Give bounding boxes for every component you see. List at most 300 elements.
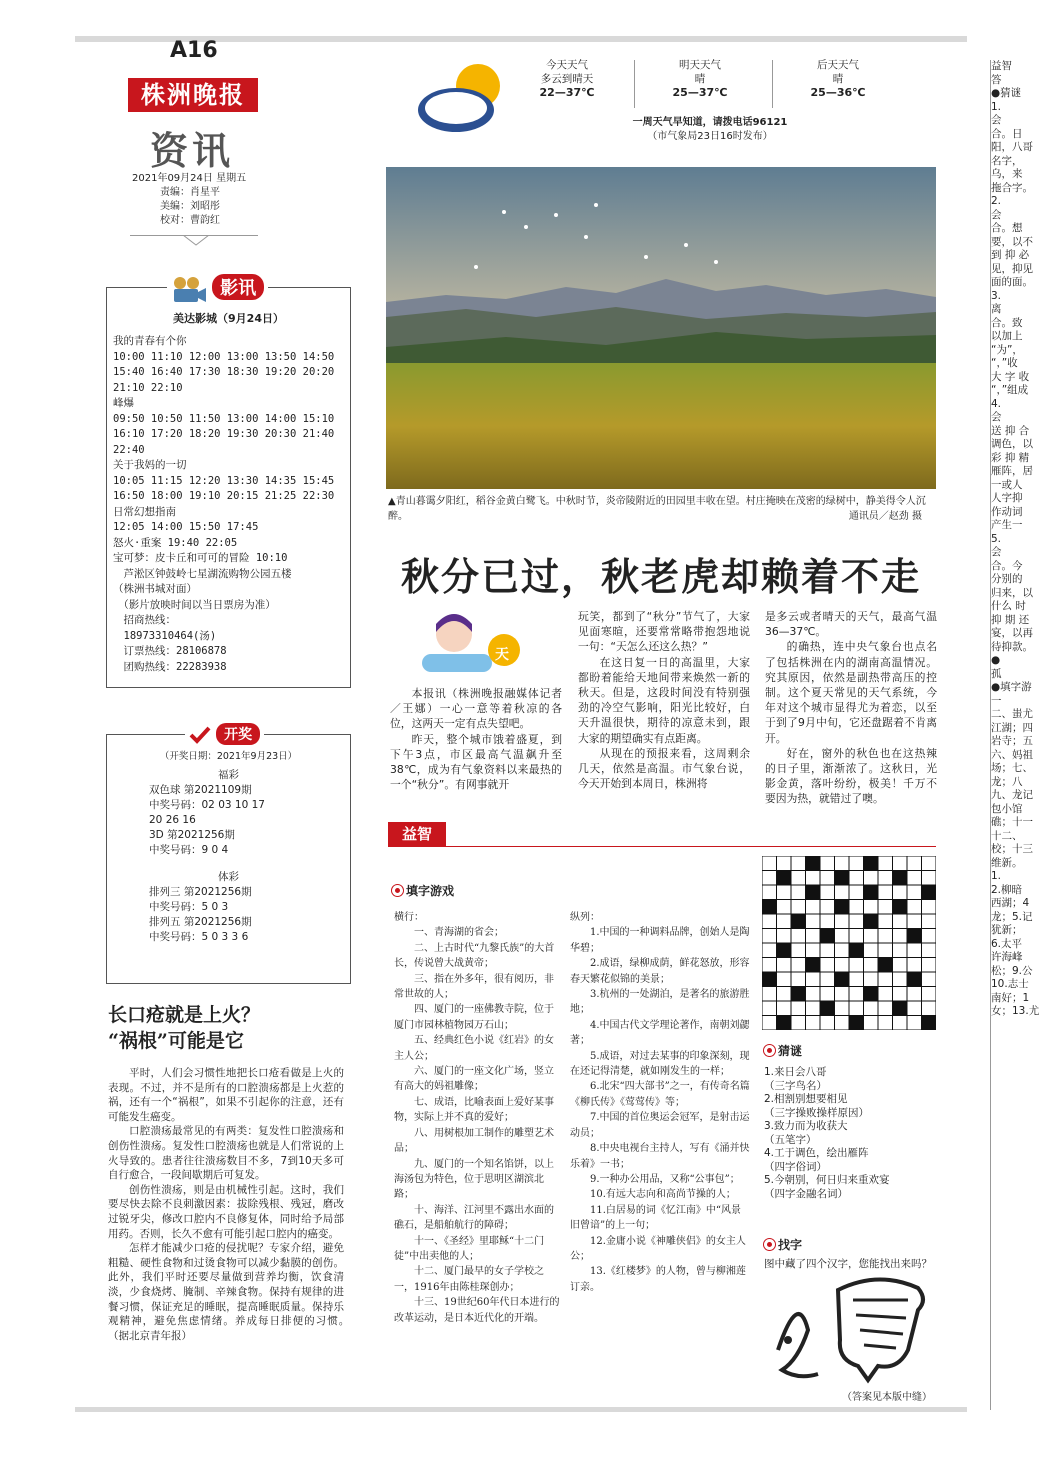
riddle-line: （五笔字）: [764, 1133, 817, 1146]
answer-line: 十二、: [991, 829, 1023, 842]
cinema-line: 22:40: [113, 443, 145, 456]
cinema-line: 芦淞区钟鼓岭七星湖流购物公园五楼: [113, 567, 292, 580]
crossword-cell: [893, 943, 908, 958]
cinema-line: 招商热线：: [113, 614, 176, 626]
answer-line: 2.柳暗: [991, 883, 1023, 896]
crossword-cell: [907, 972, 922, 987]
answer-line: 犹新；: [991, 924, 1023, 936]
answer-line: 答: [991, 73, 1002, 86]
crossword-cell: [907, 885, 922, 900]
cinema-line: 怒火·重案 19:40 22:05: [113, 536, 238, 549]
answer-line: 拖合字。: [991, 181, 1033, 194]
crossword-cell: [820, 972, 835, 987]
crossword-cell: [806, 1016, 821, 1031]
crossword-cell: [922, 914, 937, 929]
answer-line: 归来，以: [991, 586, 1033, 599]
crossword-cell: [806, 929, 821, 944]
weather-dayafter-desc: 晴: [832, 73, 844, 85]
down-clue: 13.《红楼梦》的人物，曾与柳湘莲订亲。: [570, 1266, 746, 1293]
crossword-cell: [922, 943, 937, 958]
fucai-title: 福彩: [218, 769, 239, 781]
crossword-cell: [820, 987, 835, 1002]
answer-line: 大 字 收: [991, 370, 1030, 383]
rice-field-photo: [386, 167, 936, 489]
crossword-cell: [864, 1016, 879, 1031]
across-clue: 四、厦门的一座佛教寺院，位于厦门市园林植物园万石山；: [394, 1004, 554, 1031]
crossword-cell: [922, 972, 937, 987]
photo-caption: [388, 494, 936, 524]
answer-line: 什么 时: [991, 600, 1026, 612]
crossword-cell: [777, 914, 792, 929]
crossword-cell: [777, 900, 792, 915]
crossword-cell: [762, 943, 777, 958]
health-article-body: [108, 1066, 365, 1343]
crossword-cell: [907, 929, 922, 944]
answer-line: 1.: [991, 100, 1002, 113]
crossword-cell: [762, 871, 777, 886]
bullet-icon: [764, 1239, 775, 1250]
crossword-cell: [878, 871, 893, 886]
crossword-cell: [849, 871, 864, 886]
answer-line: 名字，: [991, 154, 1023, 167]
edition-date: 2021年09月24日 星期五: [132, 173, 247, 184]
lottery-date: （开奖日期：2021年9月23日）: [159, 751, 298, 762]
across-clue: 十三、19世纪60年代日本进行的改革运动，是日本近代化的开端。: [394, 1297, 560, 1324]
answer-line: 许海峰: [991, 951, 1023, 963]
crossword-cell: [791, 929, 806, 944]
answer-line: 待抑款。: [991, 640, 1033, 653]
crossword-cell: [849, 929, 864, 944]
answer-line: 6.太平: [991, 937, 1023, 950]
answer-line: 会: [991, 208, 1002, 221]
health-paragraph: 怎样才能减少口疮的侵扰呢？专家介绍，避免粗糙、硬性食物和过烫食物可以减少黏膜的创伤。此外，我们平时还要尽量做到营养均衡，饮食清淡，少食烧烤、腌制、辛辣食物。保持有规律的进餐习惯，保证充足的睡眠，提高睡眠质量。保持乐观精神，避免焦虑情绪。养成每日排便的习惯。 （据北京青年报）: [108, 1242, 365, 1342]
cinema-listings: [106, 278, 351, 688]
crossword-cell: [791, 914, 806, 929]
crossword-cell: [791, 987, 806, 1002]
main-paragraph: 在这日复一日的高温里，大家都盼着能给天地间带来焕然一新的秋天。但是，这段时间没有特别强劲的冷空气影响，阳光比较好，白天升温很快，期待的凉意未到，跟大家的期望确实有点距离。: [578, 655, 750, 745]
newspaper-logo: 株洲晚报: [128, 78, 258, 112]
crossword-cell: [864, 943, 879, 958]
crossword-down: [570, 910, 750, 1295]
answer-line: 调色，以: [991, 438, 1033, 450]
answer-line: 松；9.公: [991, 964, 1033, 977]
answer-line: 5.: [991, 532, 1002, 545]
crossword-cell: [806, 914, 821, 929]
crossword-cell: [864, 885, 879, 900]
weather-today: [502, 58, 632, 100]
answer-line: 要，以不: [991, 235, 1033, 248]
crossword-cell: [806, 900, 821, 915]
crossword-cell: [820, 914, 835, 929]
riddle-line: 3.致力而为收获大: [764, 1120, 848, 1132]
crossword-cell: [762, 900, 777, 915]
lottery-badge: 开奖: [216, 723, 260, 745]
answer-line: 宴，以再: [991, 627, 1033, 639]
fucai-results: [107, 783, 350, 858]
crossword-cell: [893, 929, 908, 944]
crossword-cell: [762, 1001, 777, 1016]
crossword-cell: [806, 1001, 821, 1016]
cinema-line: （影片放映时间以当日票房为准）: [113, 598, 276, 611]
designer-credit: 美编：刘昭彤: [160, 201, 220, 212]
main-headline: 秋分已过，秋老虎却赖着不走: [400, 554, 921, 599]
crossword-heading: [392, 882, 454, 899]
weather-note: [540, 116, 880, 144]
crossword-cell: [849, 900, 864, 915]
crossword-cell: [864, 929, 879, 944]
across-clue: 十、海洋、江河里不露出水面的礁石，是船舶航行的障碍；: [394, 1204, 554, 1232]
crossword-cell: [864, 958, 879, 973]
answer-line: 分别的: [991, 573, 1023, 585]
ticai-line: 中奖号码：5 0 3: [149, 901, 229, 913]
crossword-cell: [922, 1016, 937, 1031]
answer-line: 维新。: [991, 856, 1023, 869]
fucai-line: 20 26 16: [149, 814, 196, 826]
down-clue: 4.中国古代文学理论著作，南朝刘勰著；: [570, 1019, 750, 1047]
answer-line: 雁阵，居: [991, 465, 1033, 477]
reporter-badge: 天: [495, 647, 509, 663]
crossword-cell: [777, 885, 792, 900]
answer-line: 4.: [991, 397, 1002, 410]
answer-line: 会: [991, 411, 1002, 423]
crossword-cell: [791, 1016, 806, 1031]
weather-dayafter-label: 后天天气: [817, 59, 859, 71]
puzzle-section-label: 益智: [388, 822, 446, 846]
main-article-col1: [390, 686, 562, 792]
crossword-cell: [878, 900, 893, 915]
answer-line: 合。想: [991, 222, 1023, 234]
crossword-cell: [907, 943, 922, 958]
across-clue: 六、厦门的一座文化广场，竖立有高大的妈祖雕像；: [394, 1066, 554, 1093]
crossword-cell: [762, 987, 777, 1002]
crossword-cell: [777, 1016, 792, 1031]
weather-tomorrow: [635, 58, 765, 100]
fucai-line: 中奖号码：9 0 4: [149, 844, 229, 856]
across-clue: 三、指在外多年，很有阅历，非常世故的人；: [394, 973, 554, 1001]
crossword-cell: [922, 856, 937, 871]
photo-credit: 通讯员／赵劲 摄: [848, 511, 922, 522]
crossword-cell: [849, 958, 864, 973]
crossword-cell: [878, 885, 893, 900]
answer-line: 孤: [991, 667, 1002, 680]
wordsearch-heading: [764, 1236, 802, 1253]
crossword-cell: [907, 987, 922, 1002]
puzzle-section-rule: [388, 846, 936, 847]
crossword-cell: [878, 1016, 893, 1031]
editor-credit: 责编：肖星平: [160, 187, 220, 198]
fucai-line: 双色球 第2021109期: [149, 784, 252, 796]
answer-line: 10.志士: [991, 978, 1029, 990]
across-title: 横行：: [394, 912, 424, 923]
checkmark-icon: [189, 726, 211, 744]
health-title-line1: 长口疮就是上火？: [108, 1004, 261, 1026]
answer-line: 合。日: [991, 127, 1023, 140]
answer-line: ●猜谜: [991, 87, 1022, 99]
fucai-line: 3D 第2021256期: [149, 829, 235, 841]
crossword-cell: [762, 972, 777, 987]
weather-tomorrow-desc: 晴: [694, 73, 706, 85]
reporter-avatar: [416, 610, 526, 676]
crossword-cell: [864, 972, 879, 987]
answer-line: 阳，八哥: [991, 141, 1033, 153]
crossword-cell: [864, 871, 879, 886]
down-clue: 7.中国的首位奥运会冠军，是射击运动员；: [570, 1112, 750, 1139]
down-clue: 3.杭州的一处湖泊，是著名的旅游胜地；: [570, 989, 750, 1016]
fucai-line: 中奖号码：02 03 10 17: [149, 799, 265, 811]
crossword-cell: [849, 1001, 864, 1016]
main-paragraph: 玩笑，都到了“秋分”节气了，大家见面寒暄，还要常常略带抱怨地说一句：“天怎么还这么热？”: [578, 610, 750, 654]
crossword-cell: [835, 958, 850, 973]
answer-line: 合。致: [991, 316, 1023, 329]
crossword-cell: [907, 958, 922, 973]
crossword-cell: [849, 987, 864, 1002]
answer-line: 抑 期 还: [991, 613, 1030, 626]
answer-line: 二、蚩尤: [991, 708, 1033, 720]
cinema-line: 我的青春有个你: [113, 335, 187, 347]
crossword-cell: [835, 972, 850, 987]
weather-dayafter-temp: 25—36℃: [810, 86, 866, 99]
answer-line: 送 抑 合: [991, 424, 1030, 437]
crossword-cell: [820, 885, 835, 900]
across-clue: 五、经典红色小说《红岩》的女主人公；: [394, 1035, 554, 1062]
crossword-cell: [806, 943, 821, 958]
main-paragraph: 昨天，整个城市饿着盛夏，到下午3点，市区最高气温飙升至38℃，成为有气象资料以来最热的一个“秋分”。有网事就开: [390, 732, 562, 792]
across-clue: 十二、厦门最早的女子学校之一，1916年由陈桂琛创办；: [394, 1266, 544, 1293]
crossword-cell: [922, 987, 937, 1002]
crossword-cell: [878, 929, 893, 944]
bullet-icon: [764, 1045, 775, 1056]
crossword-cell: [893, 1001, 908, 1016]
cinema-line: 宝可梦：皮卡丘和可可的冒险 10:10: [113, 552, 288, 564]
answer-line: 离: [991, 303, 1002, 315]
crossword-cell: [878, 1001, 893, 1016]
crossword-cell: [893, 1016, 908, 1031]
answer-line: 3.: [991, 289, 1002, 302]
crossword-cell: [907, 900, 922, 915]
cinema-line: 日常幻想指南: [113, 505, 176, 518]
health-paragraph: 口腔溃疡最常见的有两类：复发性口腔溃疡和创伤性溃疡。复发性口腔溃疡也就是人们常说的上火导致的。患者往往溃疡数目不多，7到10天多可自行愈合，一段间歇期后可复发。: [108, 1125, 344, 1182]
answer-line: 江湖；四: [991, 721, 1033, 734]
crossword-cell: [922, 885, 937, 900]
crossword-cell: [864, 900, 879, 915]
crossword-cell: [806, 856, 821, 871]
crossword-cell: [893, 914, 908, 929]
answer-line: 乌，来: [991, 168, 1023, 180]
crossword-cell: [907, 871, 922, 886]
answer-line: 西湖；4: [991, 897, 1030, 909]
crossword-cell: [820, 929, 835, 944]
answer-line: 面的面。: [991, 276, 1033, 288]
health-article-title: [108, 1002, 260, 1054]
answer-line: 到 抑 必: [991, 249, 1030, 261]
crossword-grid: [762, 856, 936, 1030]
cinema-header: [167, 274, 268, 304]
weather-issued: （市气象局23日16时发布）: [647, 131, 773, 142]
cinema-line: 团购热线：22283938: [113, 660, 227, 673]
crossword-cell: [806, 885, 821, 900]
down-clue: 11.白居易的词《忆江南》中“风景旧曾谙”的上一句；: [570, 1204, 742, 1232]
answer-line: ●填字游: [991, 681, 1032, 693]
cinema-line: 12:05 14:00 15:50 17:45: [113, 521, 259, 533]
crossword-cell: [762, 1016, 777, 1031]
crossword-cell: [907, 914, 922, 929]
crossword-cell: [777, 943, 792, 958]
riddle-line: 1.来日会八哥: [764, 1066, 827, 1078]
answer-line: 礁；十一: [991, 816, 1033, 828]
down-clue: 9.一种办公用品，又称“公事包”；: [590, 1173, 740, 1185]
answer-line: 2.: [991, 195, 1002, 207]
crossword-cell: [835, 1016, 850, 1031]
down-clue: 2.成语，绿柳成荫，鲜花怒放，形容春天繁花似锦的美景；: [570, 958, 750, 985]
crossword-cell: [878, 856, 893, 871]
crossword-cell: [806, 987, 821, 1002]
crossword-cell: [820, 871, 835, 886]
ticai-line: 中奖号码：5 0 3 3 6: [149, 931, 249, 943]
answer-line: 九、龙记: [991, 789, 1033, 801]
cinema-schedule: [113, 334, 345, 675]
crossword-cell: [878, 958, 893, 973]
crossword-cell: [835, 885, 850, 900]
crossword-cell: [864, 987, 879, 1002]
film-camera-icon: [171, 276, 207, 304]
crossword-cell: [893, 987, 908, 1002]
answer-line: “，”组成: [991, 384, 1029, 396]
riddle-line: （四字金融名词）: [764, 1187, 848, 1200]
crossword-cell: [907, 1001, 922, 1016]
crossword-cell: [893, 958, 908, 973]
crossword-cell: [893, 871, 908, 886]
crossword-cell: [777, 987, 792, 1002]
crossword-cell: [806, 958, 821, 973]
cinema-line: （株洲书城对面）: [113, 583, 197, 595]
wordsearch-prompt: 图中藏了四个汉字，您能找出来吗？: [764, 1258, 932, 1270]
weather-tomorrow-temp: 25—37℃: [672, 86, 728, 99]
weather-hotline: 一周天气早知道，请拨电话96121: [632, 117, 788, 128]
crossword-cell: [791, 856, 806, 871]
main-paragraph: 从现在的预报来看，这周剩余几天，依然是高温。市气象台说，今天开始到本周日，株洲将: [578, 746, 750, 791]
across-clue: 一、青海湖的省会；: [414, 927, 504, 939]
crossword-cell: [791, 972, 806, 987]
answer-line: 场；七、: [991, 762, 1033, 774]
lottery-header: [185, 723, 264, 745]
crossword-cell: [820, 943, 835, 958]
answer-line: 合。今: [991, 559, 1023, 572]
answer-line: 一: [991, 694, 1002, 707]
answer-line: 校；十三: [991, 843, 1033, 855]
crossword-cell: [791, 958, 806, 973]
cinema-line: 16:10 17:20 18:20 19:30 20:30 21:40: [113, 428, 335, 440]
riddle-title: 猜谜: [778, 1044, 803, 1058]
answer-line: 南好；1: [991, 991, 1030, 1004]
across-clue: 八、用树根加工制作的雕塑艺术品；: [394, 1127, 554, 1155]
crossword-cell: [762, 885, 777, 900]
ticai-results: [107, 885, 350, 945]
crossword-cell: [762, 958, 777, 973]
cinema-line: 21:10 22:10: [113, 381, 183, 394]
weather-today-temp: 22—37℃: [539, 86, 595, 99]
crossword-cell: [907, 856, 922, 871]
cinema-line: 16:50 18:00 19:10 20:15 21:25 22:30: [113, 490, 335, 502]
down-clue: 5.成语，对过去某事的印象深刻，现在还记得清楚，就如刚发生的一样；: [570, 1050, 750, 1078]
crossword-cell: [849, 943, 864, 958]
main-paragraph: 是多云或者晴天的天气，最高气温36—37℃。: [765, 610, 937, 639]
answer-line: ●: [991, 654, 1001, 666]
across-clue: 十一、《圣经》里耶稣“十二门徒”中出卖他的人；: [394, 1235, 545, 1262]
answer-line: 人字抑: [991, 492, 1023, 504]
across-clues: [394, 925, 560, 1326]
riddle-heading: [764, 1042, 802, 1059]
section-title: 资讯: [150, 128, 235, 173]
down-clues: [570, 925, 750, 1295]
weather-tomorrow-label: 明天天气: [679, 59, 721, 71]
across-clue: 九、厦门的一个知名馅饼，以上海汤包为特色，位于思明区湖滨北路；: [394, 1158, 554, 1201]
crossword-cell: [762, 914, 777, 929]
crossword-cell: [849, 1016, 864, 1031]
cinema-title: 美达影城（9月24日）: [173, 312, 284, 325]
page-number: A16: [170, 38, 218, 63]
crossword-cell: [791, 871, 806, 886]
crossword-cell: [835, 856, 850, 871]
answer-line: 益智: [991, 60, 1012, 72]
crossword-cell: [835, 900, 850, 915]
crossword-cell: [806, 972, 821, 987]
crossword-cell: [777, 972, 792, 987]
cinema-line: 10:05 11:15 12:20 13:30 14:35 15:45: [113, 474, 335, 487]
answer-line: 作动词: [991, 505, 1023, 518]
crossword-cell: [835, 929, 850, 944]
riddle-line: （四字俗词）: [764, 1160, 827, 1173]
crossword-cell: [791, 885, 806, 900]
answer-line: 龙；5.记: [991, 910, 1033, 923]
answer-line: 一或人: [991, 478, 1023, 491]
crossword-cell: [777, 856, 792, 871]
answer-line: 见，抑见: [991, 262, 1033, 275]
main-paragraph: 本报讯（株洲晚报融媒体记者／王娜）一心一意等着秋凉的各位，这两天一定有点失望吧。: [390, 687, 562, 731]
answers-column: [990, 60, 1039, 1410]
crossword-cell: [835, 987, 850, 1002]
bullet-icon: [392, 885, 403, 896]
cinema-line: 订票热线：28106878: [113, 645, 227, 657]
crossword-cell: [820, 1016, 835, 1031]
crossword-cell: [922, 871, 937, 886]
cinema-line: 15:40 16:40 17:30 18:30 19:20 20:20: [113, 366, 335, 378]
crossword-cell: [893, 856, 908, 871]
main-article-col2: [578, 609, 750, 791]
health-paragraph: 创伤性溃疡，则是由机械性引起。这时，我们要尽快去除不良刺激因素：拔除残根、残冠，磨改过锐牙尖，修改口腔内不良修复体，同时给予局部用药。否则，长久不愈有可能引起口腔内的癌变。: [108, 1183, 344, 1240]
crossword-cell: [835, 914, 850, 929]
crossword-cell: [849, 914, 864, 929]
answer-line: 1.: [991, 870, 1002, 882]
across-clue: 七、成语，比喻表面上爱好某事物，实际上并不真的爱好；: [394, 1096, 554, 1124]
crossword-cell: [835, 871, 850, 886]
crossword-cell: [849, 885, 864, 900]
down-clue: 12.金庸小说《神雕侠侣》的女主人公；: [570, 1235, 746, 1262]
crossword-cell: [922, 1001, 937, 1016]
crossword-cell: [878, 972, 893, 987]
across-clue: 二、上古时代“九黎氏族”的大首长，传说曾大战黄帝；: [394, 942, 555, 970]
meta-notch-icon: [183, 235, 209, 247]
crossword-cell: [878, 914, 893, 929]
crossword-cell: [835, 943, 850, 958]
crossword-cell: [922, 900, 937, 915]
down-clue: 6.北宋“四大部书”之一，有传奇名篇《柳氏传》《莺莺传》等；: [570, 1081, 750, 1108]
main-paragraph: 好在，窗外的秋色也在这热辣的日子里，渐渐浓了。这秋日，光影金黄，落叶纷纷，极美！千万不要因为热，就错过了噢。: [765, 746, 937, 806]
crossword-cell: [893, 885, 908, 900]
weather-dayafter: [773, 58, 903, 100]
crossword-cell: [849, 972, 864, 987]
answer-line: 岩寺；五: [991, 735, 1033, 747]
riddle-line: 4.工于调色，绘出雁阵: [764, 1147, 869, 1159]
